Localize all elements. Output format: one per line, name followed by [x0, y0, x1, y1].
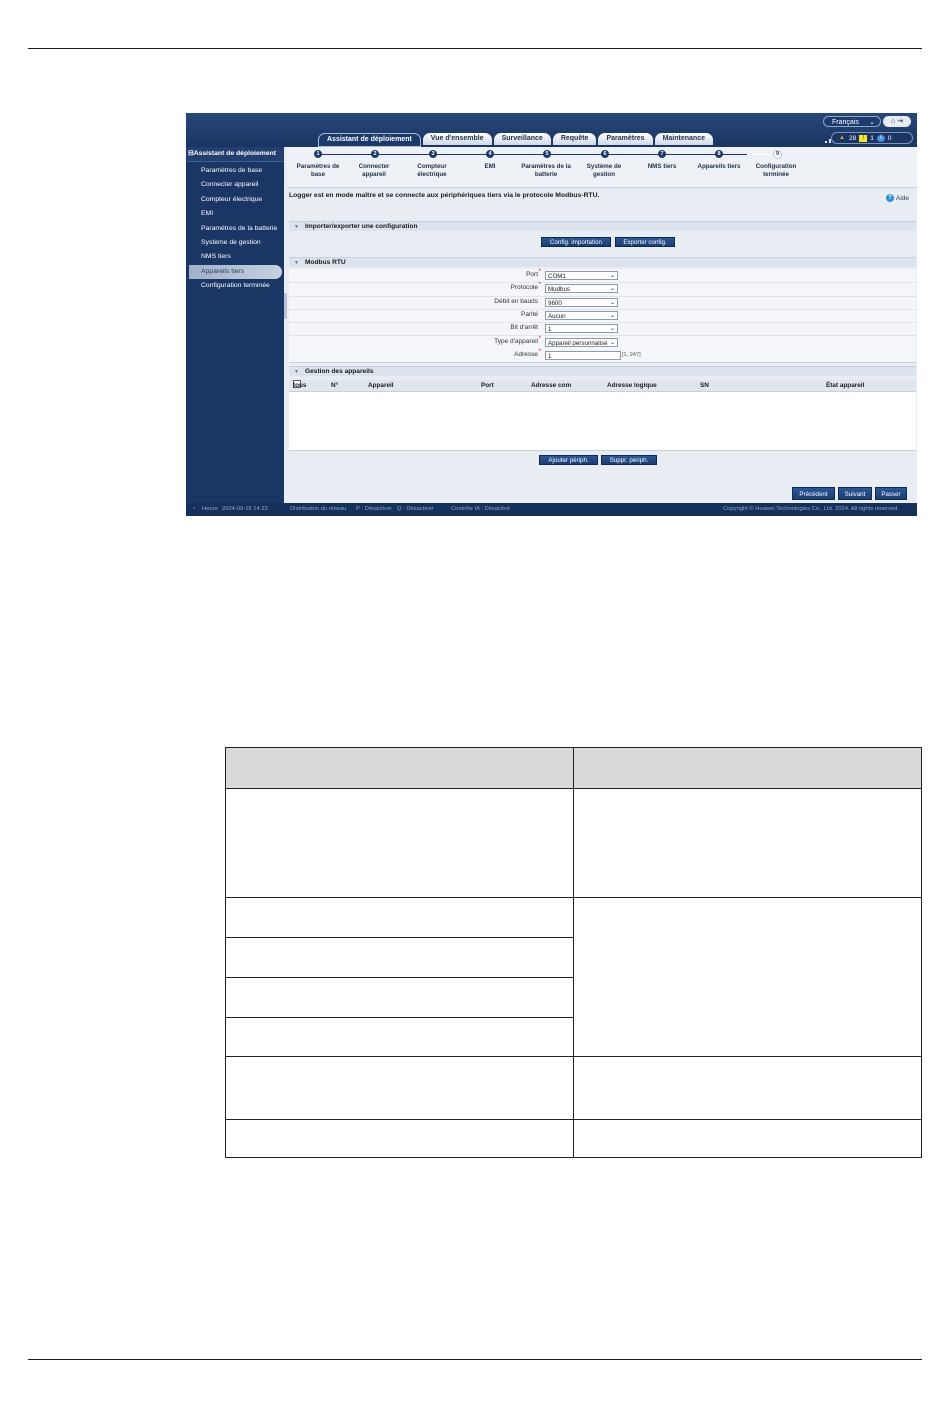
device-table-body [289, 392, 916, 451]
tab-assistant[interactable]: Assistant de déploiement [318, 133, 421, 147]
form-row-port [289, 269, 916, 283]
chevron-down-icon: ⌄ [609, 286, 615, 293]
device-table-header: tous N° Appareil Port Adresse com Adresse logique SN État appareil [289, 380, 916, 392]
alarm-counters[interactable] [831, 132, 913, 144]
chevron-down-icon: ⌄ [609, 339, 615, 346]
step-2-label: Connecter appareil [358, 163, 390, 178]
device-management-section-header[interactable] [289, 366, 916, 376]
time-label: Heure [202, 506, 218, 512]
sidebar-item-nms[interactable]: NMS tiers [201, 253, 231, 261]
step-5-dot[interactable]: 5 [543, 150, 551, 158]
table-cell [225, 1017, 574, 1057]
step-7-label: NMS tiers [647, 163, 677, 170]
port-label: Port * [526, 269, 541, 278]
sidebar-item-basic[interactable]: Paramètres de base [201, 167, 263, 174]
clock-icon: ◔ [192, 506, 196, 512]
tab-overview[interactable]: Vue d'ensemble [423, 133, 492, 145]
tab-query[interactable]: Requête [553, 133, 597, 145]
step-6-label: Système de gestion [586, 163, 622, 178]
step-6-dot[interactable]: 6 [601, 150, 609, 158]
q-status: Q : Désactiver [397, 506, 434, 512]
form-row-address-bg [289, 349, 916, 363]
collapse-triangle-icon: ▼ [294, 224, 299, 230]
table-cell [225, 1119, 574, 1158]
sidebar-item-connect[interactable]: Connecter appareil [201, 181, 259, 189]
time-value: 2024-09-18 14:23 [222, 506, 268, 512]
col-device: Appareil [368, 382, 394, 389]
help-icon: ? [886, 194, 894, 202]
chevron-down-icon: ⌄ [609, 273, 615, 279]
main-tabs [318, 131, 713, 147]
table-cell [225, 788, 574, 898]
chevron-down-icon: ⌄ [609, 326, 615, 333]
tab-settings[interactable]: Paramètres [598, 133, 652, 145]
help-label: Aide [895, 194, 909, 202]
step-1-label: Paramètres de base [296, 163, 340, 178]
sidebar-title[interactable]: ⊟Assistant de déploiement [186, 147, 284, 162]
export-config-button[interactable]: Exporter config. [615, 237, 675, 247]
chevron-down-icon: ⌄ [609, 312, 615, 319]
form-row-parity [289, 309, 916, 323]
step-8-label: Appareils tiers [697, 163, 741, 170]
step-8-dot[interactable]: 8 [715, 150, 723, 158]
copyright: Copyright © Huawei Technologies Co., Ltd. 2024. All rights reserved. [723, 506, 899, 512]
mode-notice: Logger est en mode maître et se connecte aux périphériques tiers via le protocole Modbus-RTU. [289, 192, 600, 199]
address-label: Adresse * [514, 349, 541, 358]
table-cell [225, 1056, 574, 1120]
col-number: N° [331, 382, 339, 389]
modbus-title: Modbus RTU [305, 259, 346, 266]
form-row-stopbit [289, 322, 916, 336]
baud-select[interactable]: 9600 ⌄ [545, 298, 618, 307]
table-cell [573, 788, 922, 898]
table-cell [225, 937, 574, 978]
col-port: Port [481, 382, 494, 389]
alarm-info-count: 0 [887, 134, 892, 142]
collapse-icon: ⊟ [188, 150, 194, 157]
wizard-steps [287, 147, 917, 188]
step-7-dot[interactable]: 7 [658, 150, 666, 158]
step-2-dot[interactable]: 2 [371, 150, 379, 158]
address-range-hint: [1, 247] [622, 352, 641, 358]
collapse-triangle-icon: ▼ [294, 260, 299, 266]
parity-select[interactable]: Aucun ⌄ [545, 311, 618, 320]
col-logical-address: Adresse logique [607, 382, 657, 389]
device-type-select[interactable]: Appareil personnalisé ⌄ [545, 338, 618, 347]
col-com-address: Adresse com [531, 382, 572, 389]
step-4-dot[interactable]: 4 [486, 150, 494, 158]
table-cell [573, 1119, 922, 1158]
tab-monitoring[interactable]: Surveillance [494, 133, 551, 145]
alarm-minor-count: 1 [870, 134, 874, 142]
form-row-protocol [289, 282, 916, 296]
port-select[interactable]: COM1 ⌄ [545, 271, 618, 280]
modbus-section-header[interactable] [289, 257, 916, 267]
form-row-baud [289, 296, 916, 310]
language-select[interactable] [823, 116, 881, 127]
status-bar [186, 503, 917, 516]
logout-toolbar[interactable] [883, 116, 911, 127]
home-icon[interactable]: ⌂ [890, 118, 896, 125]
grid-status: Distribution du réseau [290, 506, 347, 512]
chevron-down-icon: ⌄ [609, 299, 615, 306]
col-device-status: État appareil [826, 382, 865, 389]
warning-triangle-icon: ▲ [839, 134, 845, 141]
step-5-label: Paramètres de la batterie [521, 163, 571, 178]
sidebar-item-third-party[interactable]: Appareils tiers [189, 265, 282, 279]
device-management-title: Gestion des appareils [305, 368, 374, 375]
delete-device-button[interactable]: Suppr. périph. [601, 455, 657, 465]
alarm-info-icon: i [877, 135, 885, 142]
baud-label: Débit en bauds [494, 297, 538, 305]
parity-label: Parité [521, 310, 538, 318]
header-rule [28, 48, 922, 49]
next-button[interactable]: Suivant [838, 487, 872, 500]
language-value: Français [832, 119, 859, 126]
parameter-table [225, 747, 922, 1158]
sidebar-item-finished[interactable]: Configuration terminée [201, 282, 270, 290]
col-sn: SN [700, 382, 709, 389]
sidebar-item-management[interactable]: Système de gestion [201, 238, 261, 246]
ai-status: Contrôle IA : Désactivé [451, 506, 510, 512]
smartlogger-screenshot [186, 113, 917, 516]
stopbit-label: Bit d'arrêt [510, 324, 538, 332]
p-status: P : Désactiver [356, 506, 392, 512]
device-type-label: Type d'appareil * [494, 335, 541, 345]
step-3-dot[interactable]: 3 [429, 150, 437, 158]
help-link[interactable] [886, 194, 909, 202]
table-cell [225, 897, 574, 938]
chevron-down-icon: ⌄ [869, 119, 875, 126]
sidebar-item-meter[interactable]: Compteur électrique [201, 195, 263, 203]
step-3-label: Compteur électrique [417, 163, 447, 178]
table-cell-merged [573, 897, 922, 1057]
top-bar [186, 113, 917, 147]
sidebar-item-emi[interactable]: EMI [201, 210, 214, 218]
footer-rule [28, 1359, 922, 1360]
logout-icon[interactable]: ⇥ [897, 118, 904, 125]
table-cell [225, 977, 574, 1018]
sidebar [186, 147, 284, 503]
stopbit-select[interactable]: 1 ⌄ [545, 324, 618, 333]
main-panel [287, 147, 917, 503]
table-header-right [573, 747, 922, 789]
modbus-form [289, 269, 916, 349]
table-header-left [225, 747, 574, 789]
previous-button[interactable]: Précédent [792, 487, 835, 500]
collapse-triangle-icon: ▼ [294, 369, 299, 375]
tab-maintenance[interactable]: Maintenance [655, 133, 713, 145]
skip-button[interactable]: Passer [875, 487, 907, 500]
step-9-label: Configuration terminée [755, 163, 797, 178]
protocol-label: Protocole * [510, 282, 541, 292]
alarm-minor-icon: ! [859, 135, 867, 142]
alarm-major-count: 28 [849, 134, 857, 142]
address-input[interactable]: 1 [545, 351, 621, 360]
sidebar-item-battery[interactable]: Paramètres de la batterie [201, 224, 278, 232]
import-export-title: Importer/exporter une configuration [305, 223, 418, 230]
table-cell [573, 1056, 922, 1120]
step-4-label: EMI [484, 163, 496, 170]
import-export-section-header[interactable] [289, 221, 916, 231]
step-1-dot[interactable]: 1 [314, 150, 322, 158]
protocol-select[interactable]: Modbus ⌄ [545, 284, 618, 293]
add-device-button[interactable]: Ajouter périph. [539, 455, 598, 465]
step-9-dot[interactable]: 9 [773, 150, 782, 159]
import-config-button[interactable]: Config. importation [541, 237, 611, 247]
form-row-device-type [289, 336, 916, 350]
